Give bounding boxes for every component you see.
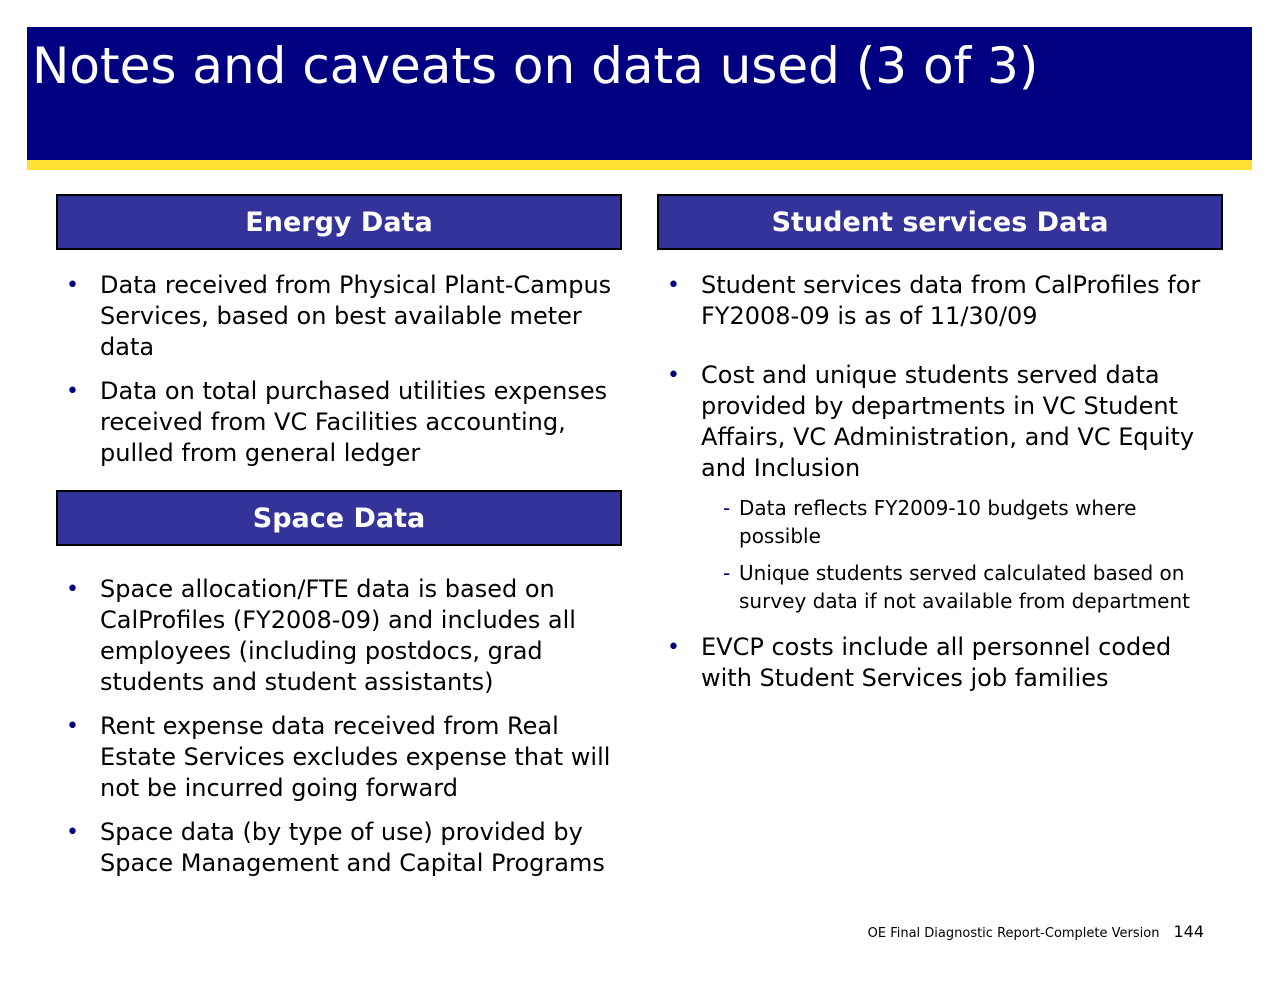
student-services-data-header: Student services Data — [657, 194, 1223, 250]
sub-list-item-text: Data reflects FY2009-10 budgets where possible — [739, 496, 1137, 548]
dash-marker: - — [723, 496, 731, 520]
energy-data-header: Energy Data — [56, 194, 622, 250]
page-number: 144 — [1173, 922, 1204, 941]
list-item: • Student services data from CalProfiles for FY2008-09 is as of 11/30/09 — [657, 270, 1223, 332]
list-item: • Space data (by type of use) provided by Space Management and Capital Programs — [56, 817, 622, 879]
slide-title: Notes and caveats on data used (3 of 3) — [32, 37, 1039, 95]
list-item: • EVCP costs include all personnel coded with Student Services job families — [657, 632, 1223, 694]
sub-list-item — [657, 495, 1223, 550]
list-item: • Space allocation/FTE data is based on CalProfiles (FY2008-09) and includes all employees (including postdocs, grad students and student assistants) — [56, 574, 622, 698]
list-item: • Rent expense data received from Real Estate Services excludes expense that will not be incurred going forward — [56, 711, 622, 804]
list-item: • Data received from Physical Plant-Campus Services, based on best available meter data — [56, 270, 622, 363]
sub-list-item-text: Unique students served calculated based on survey data if not available from department — [739, 561, 1190, 613]
energy-data-list — [56, 270, 622, 469]
space-data-list — [56, 574, 622, 879]
student-services-data-list — [657, 270, 1223, 694]
footer-text: OE Final Diagnostic Report-Complete Version — [867, 926, 1160, 941]
title-underline — [27, 160, 1252, 170]
dash-marker: - — [723, 561, 731, 585]
sub-list-item — [657, 560, 1223, 615]
space-data-header: Space Data — [56, 490, 622, 546]
list-item: • Cost and unique students served data provided by departments in VC Student Affairs, VC Administration, and VC Equity and Inclusion — [657, 360, 1223, 484]
footer — [868, 922, 1204, 941]
list-item: • Data on total purchased utilities expenses received from VC Facilities accounting, pulled from general ledger — [56, 376, 622, 469]
